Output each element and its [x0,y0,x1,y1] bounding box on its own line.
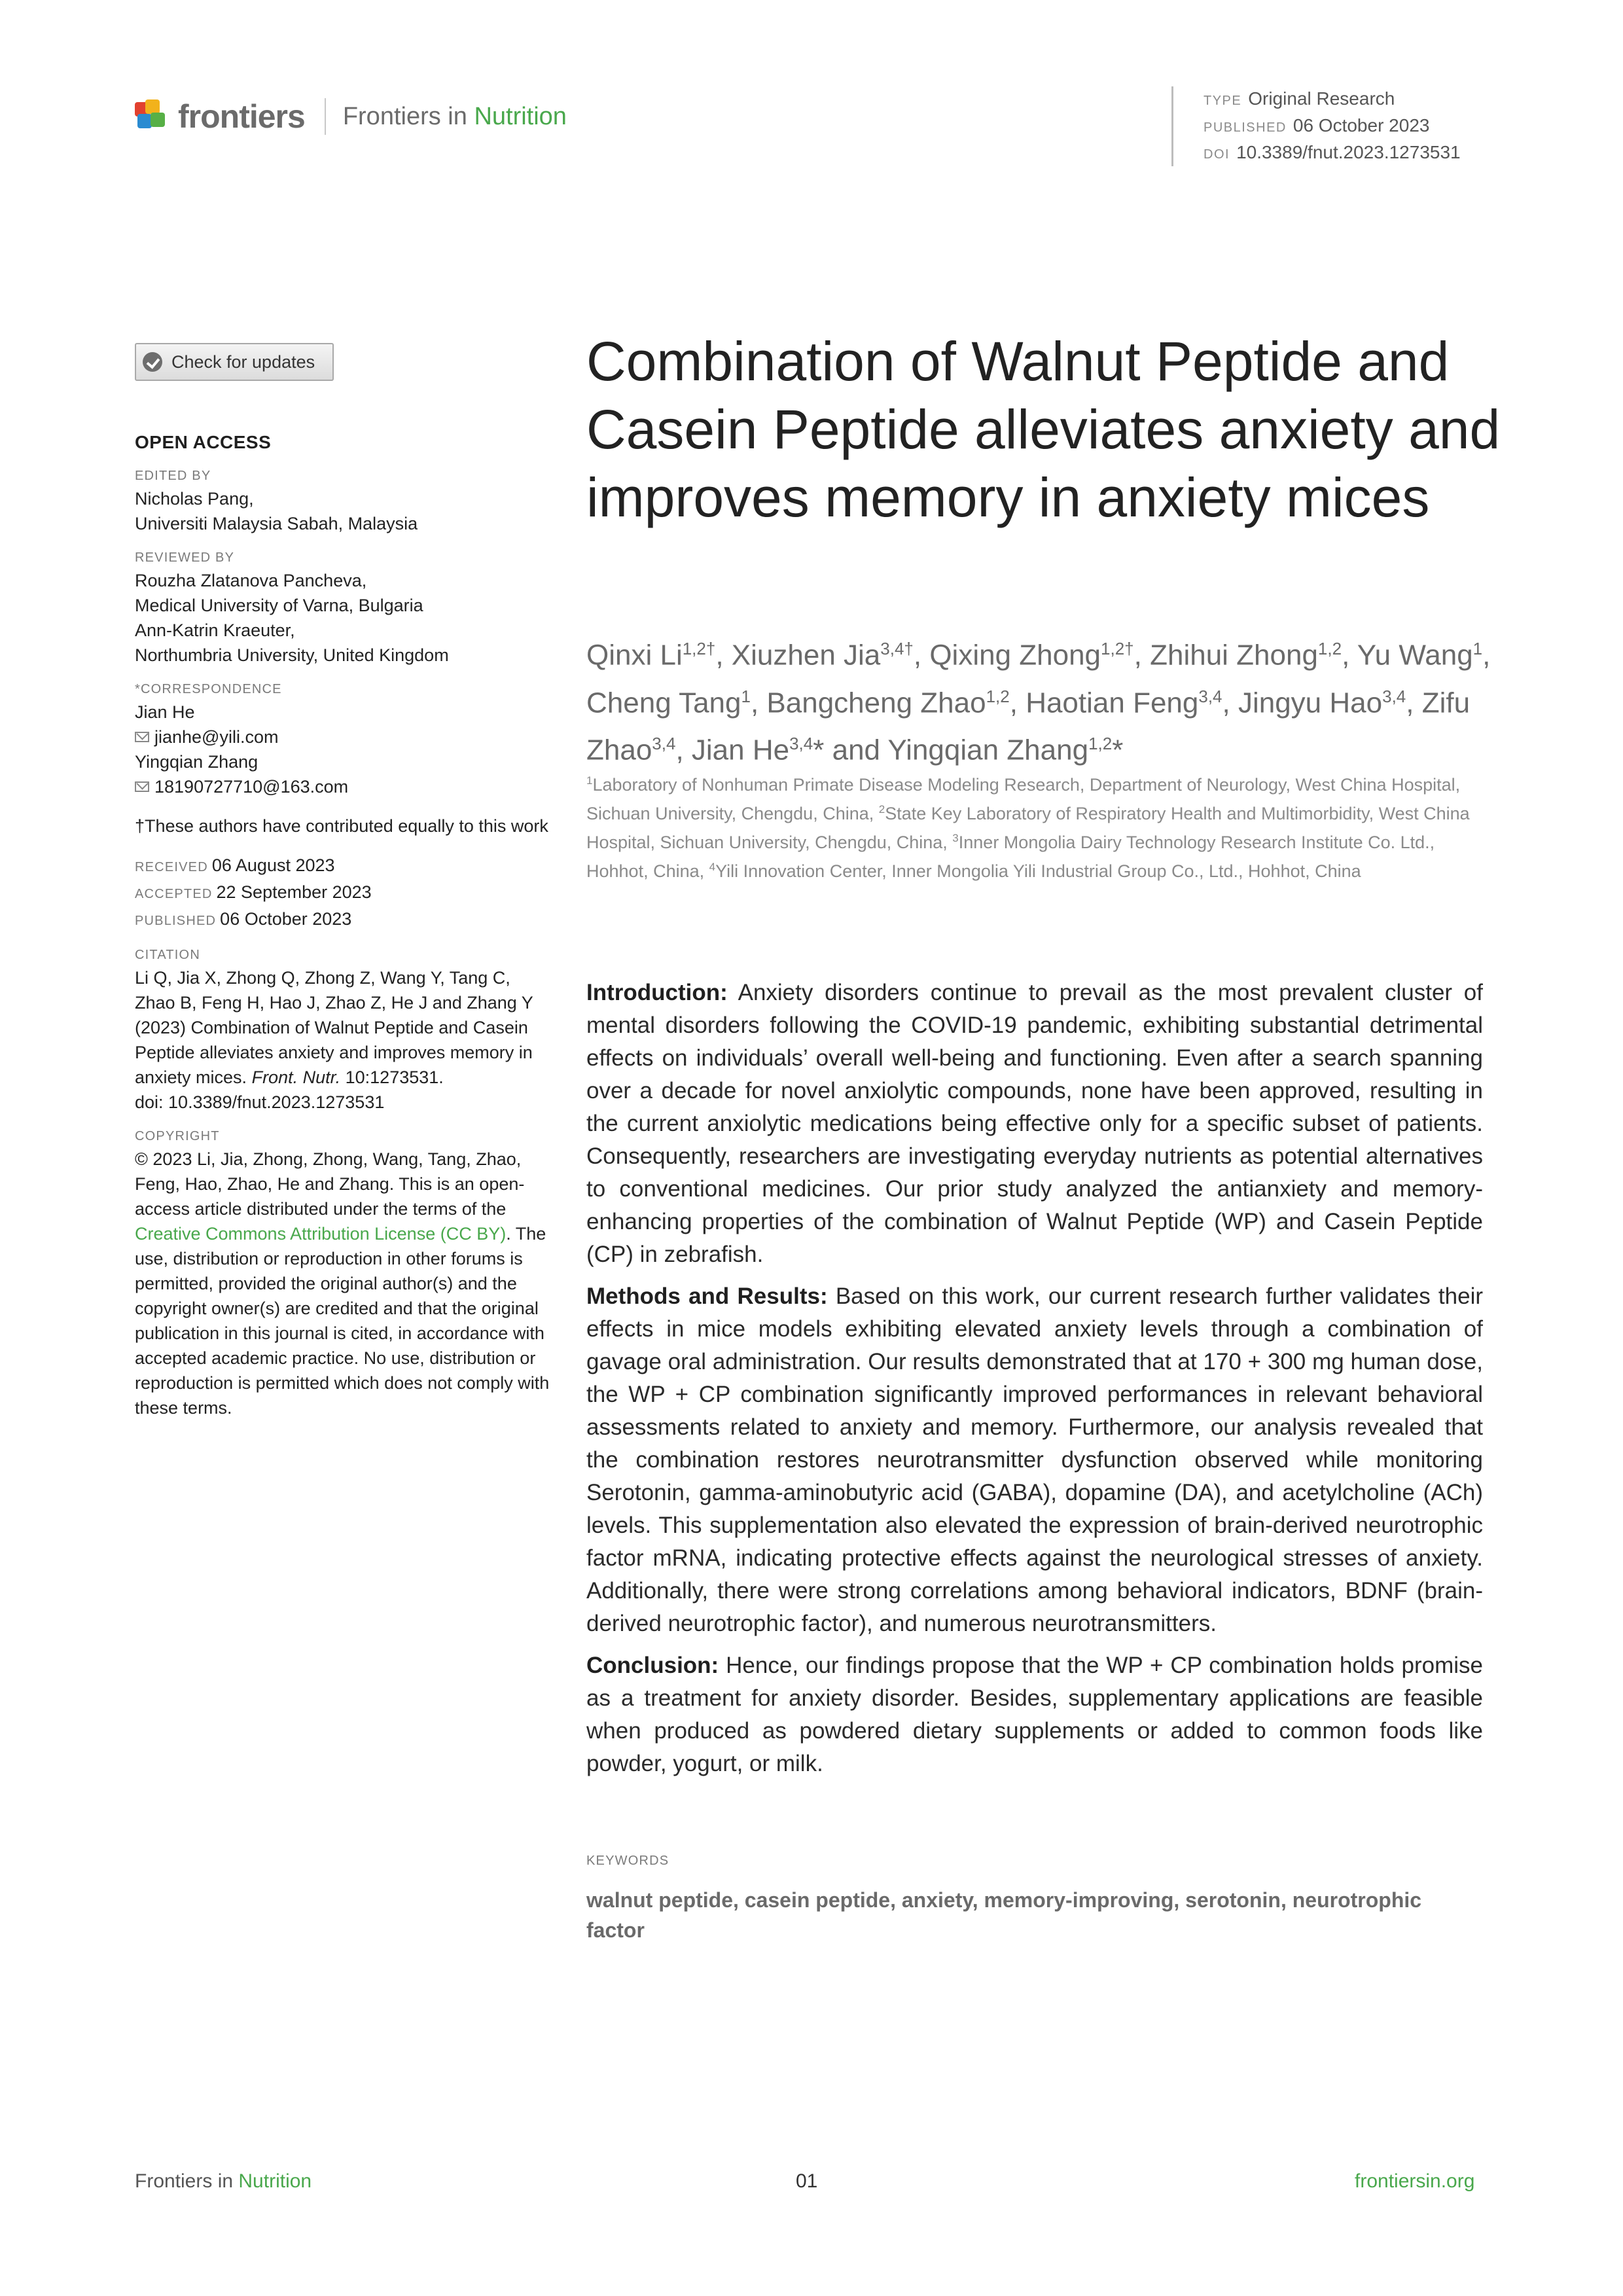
email-link[interactable]: jianhe@yili.com [135,725,554,749]
edited-by-block [135,469,554,536]
citation-text: Li Q, Jia X, Zhong Q, Zhong Z, Wang Y, Tang C, Zhao B, Feng H, Hao J, Zhao Z, He J and Zhang Y (2023) Combination of Walnut Peptide and Casein Peptide alleviates anxiety and improves memory in anxiety mices. Front. Nutr. 10:1273531. doi: 10.3389/fnut.2023.1273531 [135,968,533,1112]
abstract-introduction: Introduction: Anxiety disorders continue to prevail as the most prevalent cluster of mental disorders following the COVID-19 pandemic, exhibiting substantial detrimental effects on individuals’ overall well-being and functioning. Even after a search spanning over a decade for novel anxiolytic compounds, none have been approved, resulting in the current anxiolytic medications being effective only for a specific subset of patients. Consequently, researchers are investigating everyday nutrients as potential alternatives to conventional medicines. Our prior study analyzed the antianxiety and memory-enhancing properties of the combination of Walnut Peptide (WP) and Casein Peptide (CP) in zebrafish. [586,980,1483,1267]
author-affiliation-marker: 1,2 [1317,639,1342,658]
license-link[interactable]: Creative Commons Attribution License (CC BY) [135,1224,507,1244]
footer-journal[interactable]: Frontiers in Nutrition [135,2170,312,2192]
author-name[interactable]: Jingyu Hao [1238,687,1383,719]
editor-affiliation: Universiti Malaysia Sabah, Malaysia [135,514,418,533]
editor-name: Nicholas Pang, [135,489,254,509]
journal-name[interactable]: Frontiers in Nutrition [342,102,567,130]
check-for-updates-button[interactable] [135,343,334,381]
affiliation-text: Yili Innovation Center, Inner Mongolia Yili Industrial Group Co., Ltd., Hohhot, China [715,861,1361,881]
article-title: Combination of Walnut Peptide and Casein Peptide alleviates anxiety and improves memory in anxiety mices [586,331,1501,528]
affiliation-text: Laboratory of Nonhuman Primate Disease Modeling Research, Department of Neurology, West China Hospital, Sichuan University, Chengdu, China, [586,775,1461,823]
author-name[interactable]: Haotian Feng [1026,687,1199,719]
footer-site-link[interactable]: frontiersin.org [1355,2170,1475,2192]
author-affiliation-marker: 1,2 [986,686,1010,706]
correspondence-label: *CORRESPONDENCE [135,682,282,696]
reviewer-affiliation: Northumbria University, United Kingdom [135,645,449,665]
equal-contribution-note: †These authors have contributed equally to this work [135,816,548,836]
header-divider [325,98,326,135]
author-affiliation-marker: 1 [1472,639,1483,658]
affiliation-text: Inner Mongolia Dairy Technology Research Institute Co. Ltd., Hohhot, China, [586,833,1435,881]
correspondence-block [135,682,554,799]
envelope-icon [135,781,149,792]
author-affiliation-marker: 1,2 [1088,734,1113,754]
received-date: RECEIVED 06 August 2023 [135,855,335,875]
affiliation-marker: 3 [952,832,959,844]
reviewed-by-block [135,550,554,668]
edited-by-label: EDITED BY [135,469,211,483]
citation-doi[interactable]: doi: 10.3389/fnut.2023.1273531 [135,1092,385,1112]
published-date: PUBLISHED 06 October 2023 [135,909,352,929]
corresponding-author: Jian He [135,702,195,722]
abstract [586,977,1483,1789]
author-name[interactable]: Zifu Zhao [586,687,1471,766]
reviewed-by-label: REVIEWED BY [135,550,235,565]
open-access-label: OPEN ACCESS [135,432,272,452]
affiliation-marker: 2 [878,803,885,816]
frontiers-logo-icon [135,99,169,134]
author-affiliation-marker: 3,4 [1382,686,1406,706]
journal-header [135,96,567,137]
author-name[interactable]: Qixing Zhong [929,639,1101,672]
author-affiliation-marker: 3,4† [880,639,914,658]
keywords: walnut peptide, casein peptide, anxiety, memory-improving, serotonin, neurotrophic factor [586,1888,1422,1942]
page-number: 01 [796,2170,818,2192]
keywords-label: KEYWORDS [586,1854,669,1868]
abstract-conclusion: Conclusion: Hence, our findings propose that the WP + CP combination holds promise as a treatment for anxiety disorder. Besides, supplementary applications are feasible when produced as powdered dietary supplements or added to common foods like powder, yogurt, or milk. [586,1653,1483,1776]
copyright-label: COPYRIGHT [135,1129,220,1143]
reviewer-name: Ann-Katrin Kraeuter, [135,620,295,640]
author-affiliation-marker: 1,2† [1101,639,1134,658]
author-name[interactable]: Bangcheng Zhao [766,687,986,719]
email-link[interactable]: 18190727710@163.com [135,774,554,799]
author-name[interactable]: Cheng Tang [586,687,741,719]
citation-label: CITATION [135,948,200,962]
reviewer-affiliation: Medical University of Varna, Bulgaria [135,596,423,615]
author-affiliation-marker: 3,4 [1198,686,1222,706]
author-name[interactable]: Qinxi Li [586,639,683,672]
copyright-text: © 2023 Li, Jia, Zhong, Zhong, Wang, Tang, Zhao, Feng, Hao, Zhao, He and Zhang. This is an open-access article distributed under the terms of the Creative Commons Attribution License (CC BY). The use, distribution or reproduction in other forums is permitted, provided the original author(s) and the copyright owner(s) are credited and that the original publication in this journal is cited, in accordance with accepted academic practice. No use, distribution or reproduction is permitted which does not comply with these terms. [135,1149,550,1418]
author-affiliation-marker: 1,2† [682,639,716,658]
article-published: PUBLISHED 06 October 2023 [1204,115,1430,135]
author-name[interactable]: Jian He [691,734,790,766]
citation-block [135,948,554,1115]
check-updates-label: Check for updates [171,351,315,372]
author-name[interactable]: Yu Wang [1357,639,1473,672]
author-affiliation-marker: 1 [741,686,751,706]
corresponding-author: Yingqian Zhang [135,752,259,772]
affiliation-marker: 4 [709,861,716,873]
reviewer-name: Rouzha Zlatanova Pancheva, [135,571,367,590]
abstract-methods: Methods and Results: Based on this work, our current research further validates their effects in mice models exhibiting elevated anxiety levels through a combination of gavage oral administration. Our results demonstrated that at 170 + 300 mg human dose, the WP + CP combination significantly improved performances in relevant behavioral assessments related to anxiety and memory. Furthermore, our analysis revealed that the combination restores neurotransmitter dysfunction observed while monitoring Serotonin, gamma-aminobutyric acid (GABA), dopamine (DA), and acetylcholine (ACh) levels. This supplementation also elevated the expression of brain-derived neurotrophic factor mRNA, indicating protective effects against the neurological stresses of anxiety. Additionally, there were strong correlations among behavioral indicators, BDNF (brain-derived neurotrophic factor), and numerous neurotransmitters. [586,1283,1484,1636]
author-list: Qinxi $Li^{1,2\dagger}$, Xiuzhen Jia$^{3,4\dagger}$, Qixing Zhong$^{1,2\dagger}$, Zhihui Zhong$^{1,2}$, Yu Wang$^1$, Cheng Tang$^1$, Bangcheng Zhao$^{1,2}$, Haotian Feng$^{3,4}$, Jingyu Hao$^{3,4}$, Zifu Zhao$^{3,4}$, Jian He$^{3,4}$* and Yingqian Zhang$^{1,2}$* [586,639,1491,766]
article-meta-box [1171,86,1461,166]
frontiers-wordmark[interactable]: frontiers [178,98,305,135]
accepted-date: ACCEPTED 22 September 2023 [135,882,372,902]
author-name[interactable]: Xiuzhen Jia [731,639,881,672]
dates-block [135,853,554,933]
author-name[interactable]: Zhihui Zhong [1150,639,1318,672]
check-updates-icon [143,352,162,372]
affiliation-text: State Key Laboratory of Respiratory Health and Multimorbidity, West China Hospital, Sichuan University, Chengdu, China, [586,804,1470,852]
author-name[interactable]: Yingqian Zhang [887,734,1089,766]
affiliation-marker: 1 [586,774,593,787]
author-affiliation-marker: 3,4 [789,734,813,754]
affiliations [586,768,1489,884]
author-affiliation-marker: 3,4 [652,734,676,754]
copyright-block [135,1129,554,1420]
envelope-icon [135,732,149,742]
sidebar-info [135,432,554,1435]
article-type: TYPE Original Research [1204,88,1395,109]
article-doi[interactable]: DOI 10.3389/fnut.2023.1273531 [1204,142,1461,162]
